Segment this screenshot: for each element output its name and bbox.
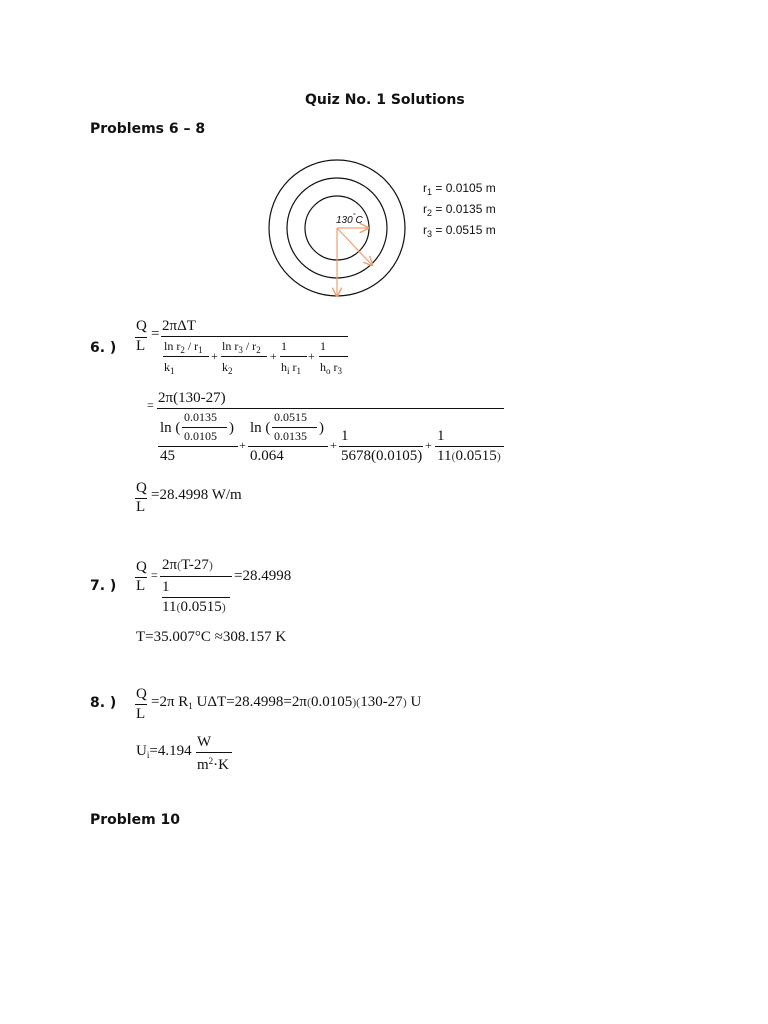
radius-r2: $r_2 = 0.0135$ m [423,202,496,218]
term1-numerator: $\ln r_2 / r_1$ [164,339,203,355]
section-header-problems-6-8: Problems 6 – 8 [90,121,206,137]
term4-denominator-value: 11(0.0515) [437,448,501,464]
temperature-label: 130°C [336,213,363,226]
ratio2-top: 0.0515 [274,410,307,424]
lhs-q: Q [136,559,147,575]
lhs-l: L [136,338,146,354]
numerator-2pi-dt: 2πΔT [162,318,196,334]
problem-6-label: 6. ) [90,340,117,356]
radii-legend [423,180,496,243]
concentric-pipe-figure [260,150,420,310]
term3-denominator-value: 5678(0.0105) [341,448,423,464]
p7-den-denominator: 11(0.0515) [162,599,226,615]
term2-denominator: $k_2$ [222,360,233,376]
substituted-numerator: 2π(130-27) [158,390,226,406]
ratio1-bottom: 0.0105 [184,429,217,443]
unit-denominator: $m^2\cdot K$ [197,756,229,773]
section-header-problem-10: Problem 10 [90,812,181,828]
term1-denominator: $k_1$ [164,360,175,376]
term4-numerator-value: 1 [437,428,445,444]
problem-8-label: 8. ) [90,695,117,711]
ln-close: ) [229,420,234,436]
equals-sign: = [147,398,154,412]
plus-sign: + [330,438,337,452]
result-heat-rate: =28.4998 W/m [151,487,242,503]
equals-sign: = [151,568,158,582]
plus-sign: + [308,349,315,363]
radius-r3: $r_3 = 0.0515$ m [423,223,496,239]
term2-k2-value: 0.064 [250,448,284,464]
p7-rhs: =28.4998 [234,568,292,584]
ln-close: ) [319,420,324,436]
lhs-q: Q [136,318,147,334]
term1-k1-value: 45 [160,448,175,464]
ln-open: ln ( [160,420,181,436]
ratio1-top: 0.0135 [184,410,217,424]
lhs-q: Q [136,480,147,496]
plus-sign: + [425,438,432,452]
unit-numerator: W [197,734,212,750]
lhs-l: L [136,706,146,722]
page-title: Quiz No. 1 Solutions [305,92,465,108]
term3-numerator: 1 [281,339,287,353]
p8-ui-value: $U_i=4.194$ [136,743,192,760]
p7-answer: T=35.007°C ≈308.157 K [136,629,287,645]
term4-numerator: 1 [320,339,326,353]
lhs-l: L [136,578,146,594]
term2-numerator: $\ln r_3 / r_2$ [222,339,261,355]
term4-denominator: $h_o$ $r_3$ [320,360,342,376]
lhs-q: Q [136,686,147,702]
plus-sign: + [211,349,218,363]
plus-sign: + [239,438,246,452]
p7-numerator: 2π(T-27) [162,557,213,573]
term3-denominator: $h_i$ $r_1$ [281,360,302,376]
plus-sign: + [270,349,277,363]
p8-expression: =2π $R_1$ UΔT=28.4998=2π(0.0105)(130-27) U [151,694,422,711]
problem-7-label: 7. ) [90,578,117,594]
term3-numerator-value: 1 [341,428,349,444]
ln-open: ln ( [250,420,271,436]
p7-den-numerator: 1 [162,579,170,595]
equals-sign: = [151,326,160,342]
ratio2-bottom: 0.0135 [274,429,307,443]
radius-r1: $r_1 = 0.0105$ m [423,181,496,197]
lhs-l: L [136,499,146,515]
